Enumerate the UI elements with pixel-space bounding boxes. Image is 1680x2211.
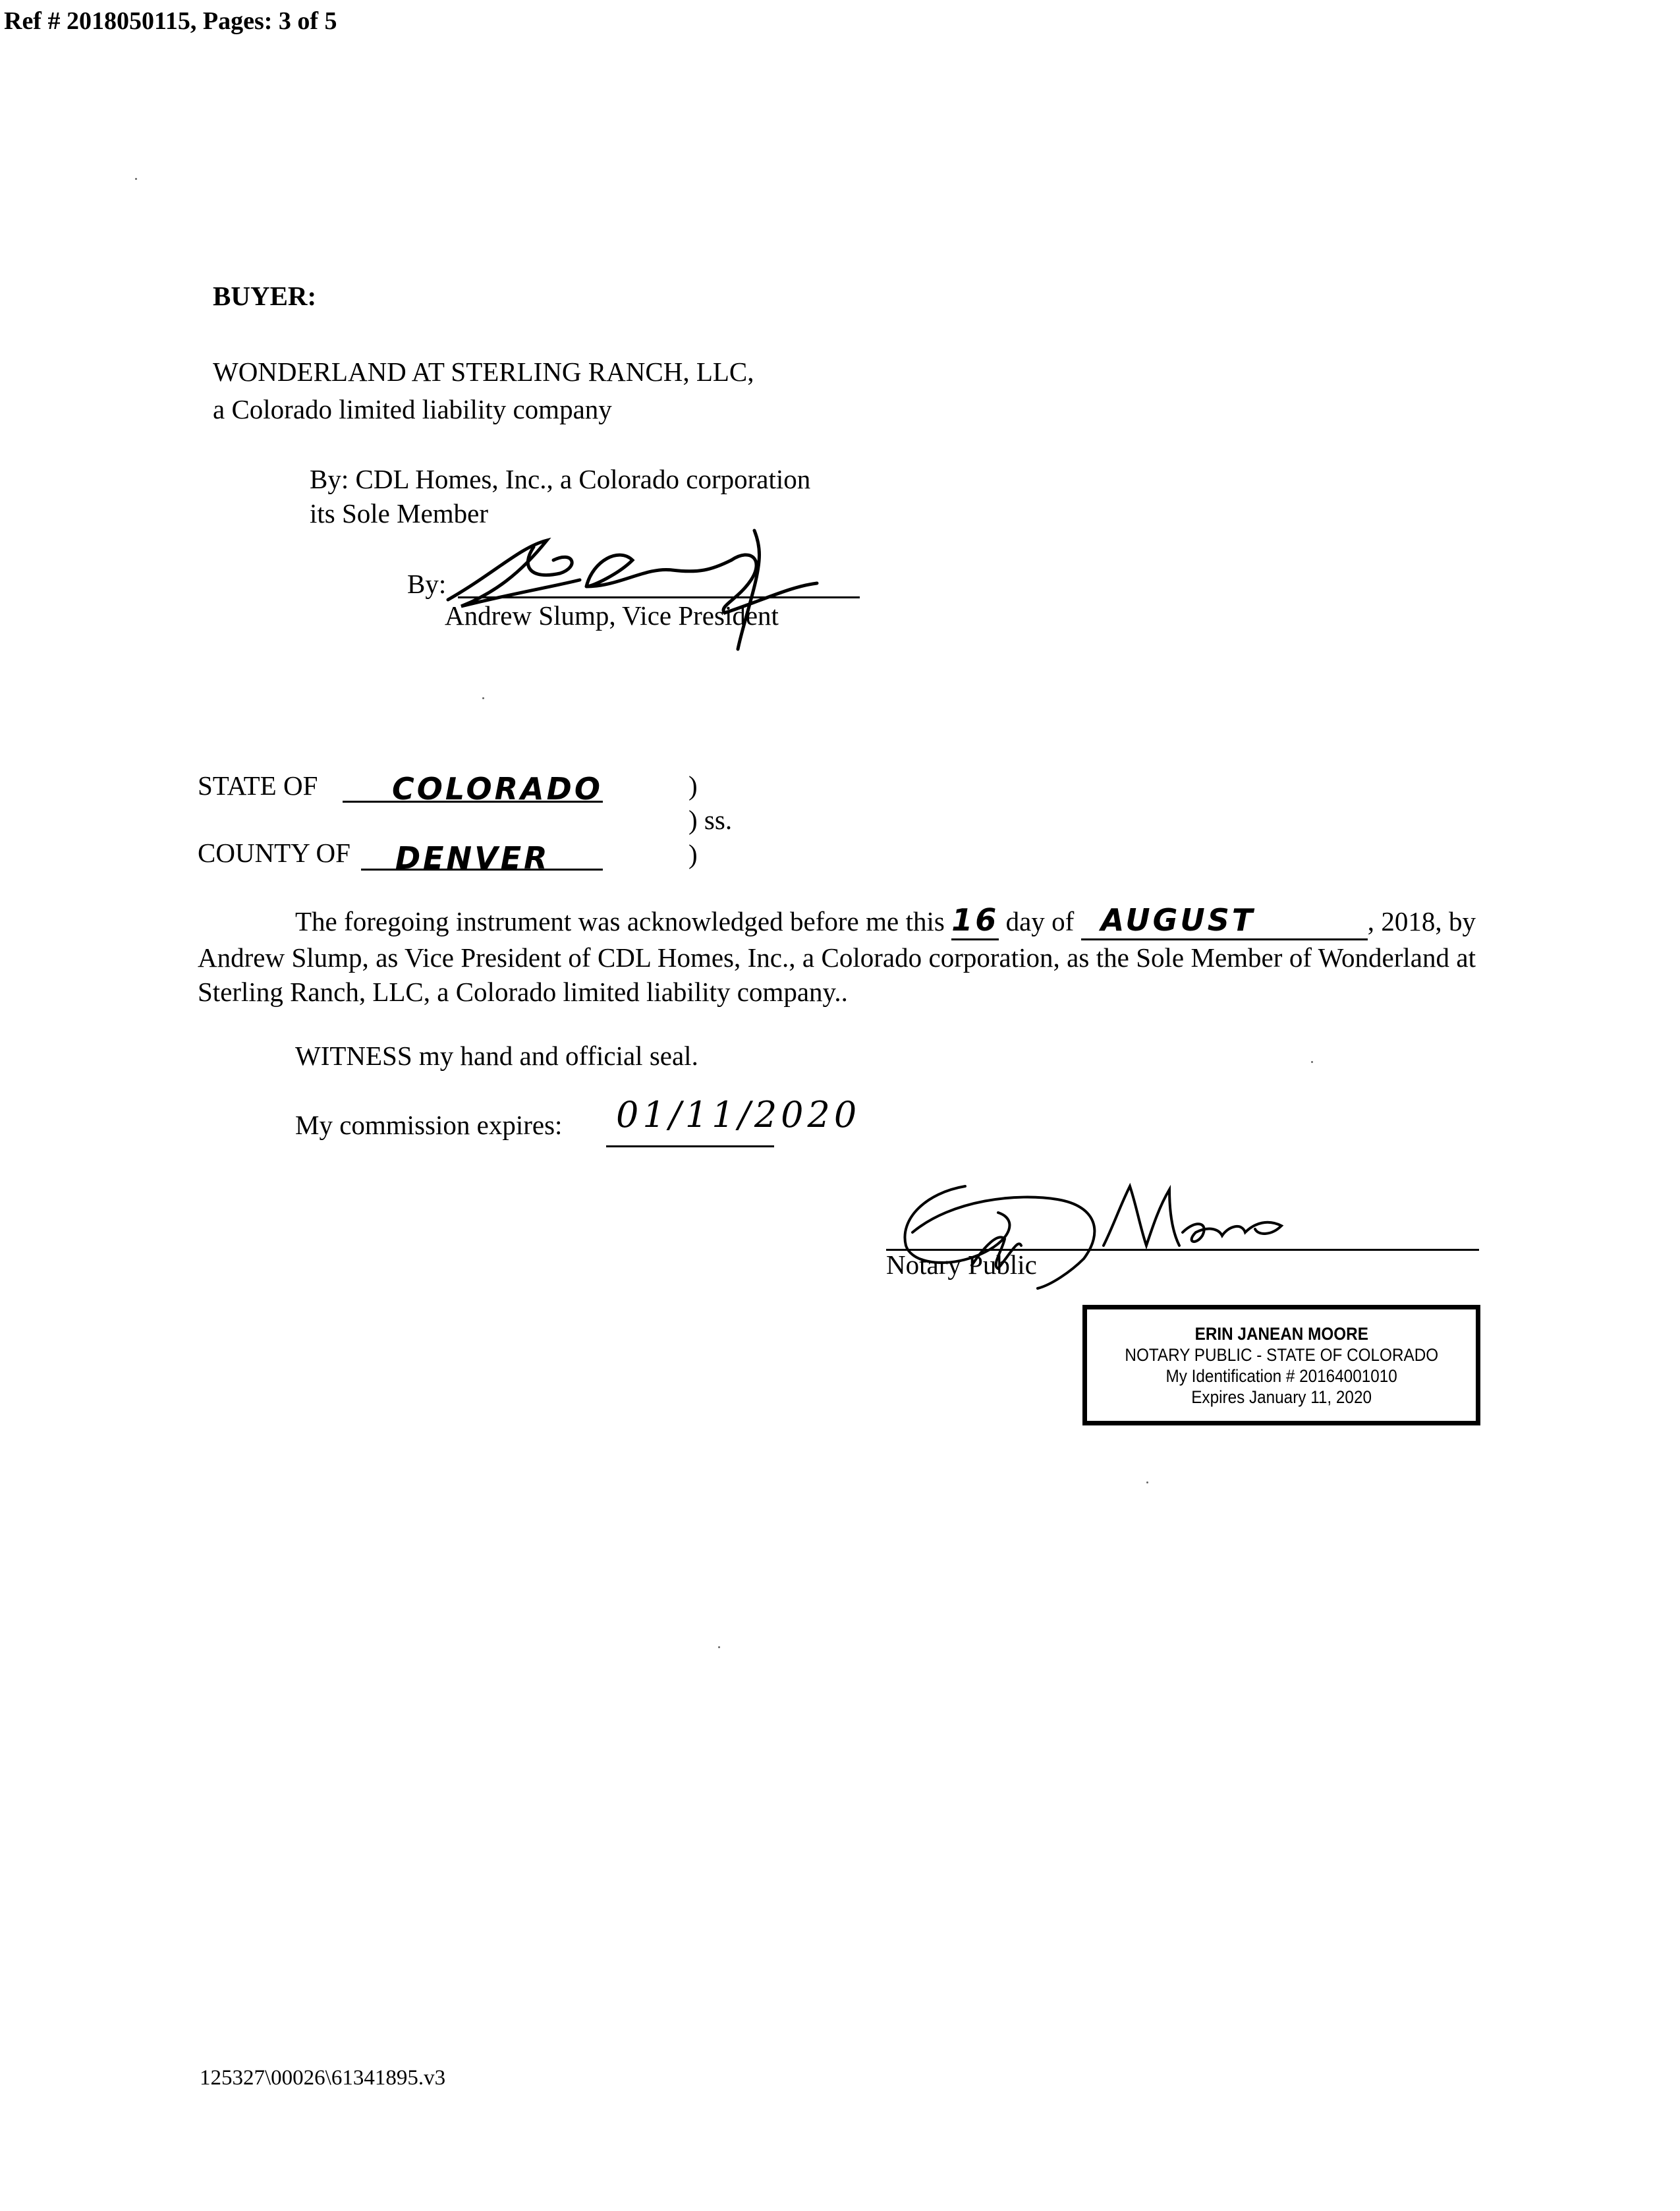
venue-bracket-ss: ) ss. <box>688 805 733 835</box>
ack-month-value: AUGUST <box>1100 902 1256 938</box>
buyer-company-description: a Colorado limited liability company <box>213 394 612 424</box>
scan-speck <box>482 697 484 699</box>
scan-speck <box>718 1646 720 1648</box>
commission-blank-line <box>606 1145 774 1147</box>
scan-speck <box>1146 1481 1148 1483</box>
stamp-notary-title: NOTARY PUBLIC - STATE OF COLORADO <box>1125 1344 1438 1365</box>
member-line: By: CDL Homes, Inc., a Colorado corporation <box>310 464 811 494</box>
buyer-heading: BUYER: <box>213 281 317 311</box>
notary-public-label: Notary Public <box>886 1249 1037 1280</box>
buyer-company-name: WONDERLAND AT STERLING RANCH, LLC, <box>213 357 754 387</box>
document-number: 125327\00026\61341895.v3 <box>200 2066 446 2090</box>
ack-day-value: 16 <box>951 902 999 938</box>
ack-text-1: The foregoing instrument was acknowledged before me this <box>295 906 945 936</box>
county-value: DENVER <box>395 840 550 876</box>
venue-bracket: ) <box>688 839 698 869</box>
stamp-notary-name: ERIN JANEAN MOORE <box>1194 1323 1368 1344</box>
notary-stamp <box>1082 1305 1480 1425</box>
member-role-line: its Sole Member <box>310 498 489 529</box>
ack-text-2: day of <box>1005 906 1075 936</box>
scan-speck <box>135 178 137 180</box>
venue-bracket: ) <box>688 770 698 801</box>
scan-speck <box>1311 1061 1313 1063</box>
buyer-signature <box>422 521 850 652</box>
ack-text-3: , 2018, by Andrew Slump, as Vice President of CDL Homes, Inc., a Colorado corporation, as the Sole Member of Wonderland at Sterling Ranch, LLC, a Colorado limited liability company.. <box>198 906 1476 1007</box>
commission-label: My commission expires: <box>295 1110 563 1140</box>
stamp-expiration: Expires January 11, 2020 <box>1191 1387 1372 1407</box>
signer-name: Andrew Slump, Vice President <box>445 600 779 631</box>
state-value: COLORADO <box>392 771 603 807</box>
stamp-notary-id: My Identification # 20164001010 <box>1165 1365 1397 1386</box>
acknowledgment-paragraph <box>198 903 1476 1009</box>
commission-expiry-value: 01/11/2020 <box>616 1094 861 1135</box>
reference-header: Ref # 2018050115, Pages: 3 of 5 <box>4 7 337 35</box>
state-label: STATE OF <box>198 770 318 801</box>
county-label: COUNTY OF <box>198 838 350 868</box>
by-label: By: <box>407 569 447 599</box>
witness-statement: WITNESS my hand and official seal. <box>295 1041 698 1071</box>
